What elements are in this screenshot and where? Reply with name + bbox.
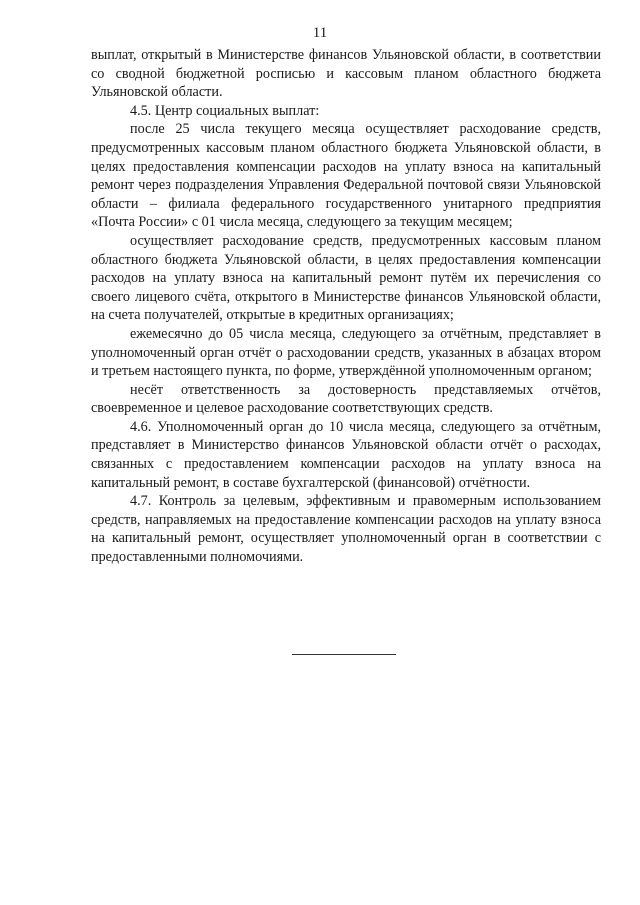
paragraph-account-transfer: осуществляет расходование средств, предусмотренных кассовым планом областного бюджета Ульяновской области, в целях предоставления компенсации расходов на уплату взноса на капитальный ремонт путём их перечисления со своего лицевого счёта, открытого в Министерстве финансов Ульяновской области, на счета получателей, открытые в кредитных организациях; xyxy=(91,232,601,324)
paragraph-monthly-report: ежемесячно до 05 числа месяца, следующего за отчётным, представляет в уполномоченный орган отчёт о расходовании средств, указанных в абзацах втором и третьем настоящего пункта, по форме, утверждённой уполномоченным органом; xyxy=(91,325,601,380)
paragraph-section-4-6: 4.6. Уполномоченный орган до 10 числа месяца, следующего за отчётным, представляет в Министерство финансов Ульяновской области отчёт о расходах, связанных с предоставлением компенсации расходов на уплату взноса на капитальный ремонт, в составе бухгалтерской (финансовой) отчётности. xyxy=(91,418,601,491)
page-number: 11 xyxy=(312,25,328,41)
end-separator-line xyxy=(292,654,396,655)
paragraph-post-payment: после 25 числа текущего месяца осуществляет расходование средств, предусмотренных кассовым планом областного бюджета Ульяновской области, в целях предоставления компенсации расходов на уплату взноса на капитальный ремонт через подразделения Управления Федеральной почтовой связи Ульяновской области – филиала федерального государственного унитарного предприятия «Почта России» с 01 числа месяца, следующего за текущим месяцем; xyxy=(91,121,601,231)
document-body xyxy=(91,46,601,567)
paragraph-continuation: выплат, открытый в Министерстве финансов Ульяновской области, в соответствии со сводной бюджетной росписью и кассовым планом областного бюджета Ульяновской области. xyxy=(91,47,601,101)
paragraph-responsibility: несёт ответственность за достоверность представляемых отчётов, своевременное и целевое расходование соответствующих средств. xyxy=(91,381,601,417)
paragraph-section-4-5-heading: 4.5. Центр социальных выплат: xyxy=(130,102,320,119)
paragraph-section-4-7: 4.7. Контроль за целевым, эффективным и правомерным использованием средств, направляемых на предоставление компенсации расходов на уплату взноса на капитальный ремонт, осуществляет уполномоченный орган в соответствии с предоставленными полномочиями. xyxy=(91,493,601,566)
